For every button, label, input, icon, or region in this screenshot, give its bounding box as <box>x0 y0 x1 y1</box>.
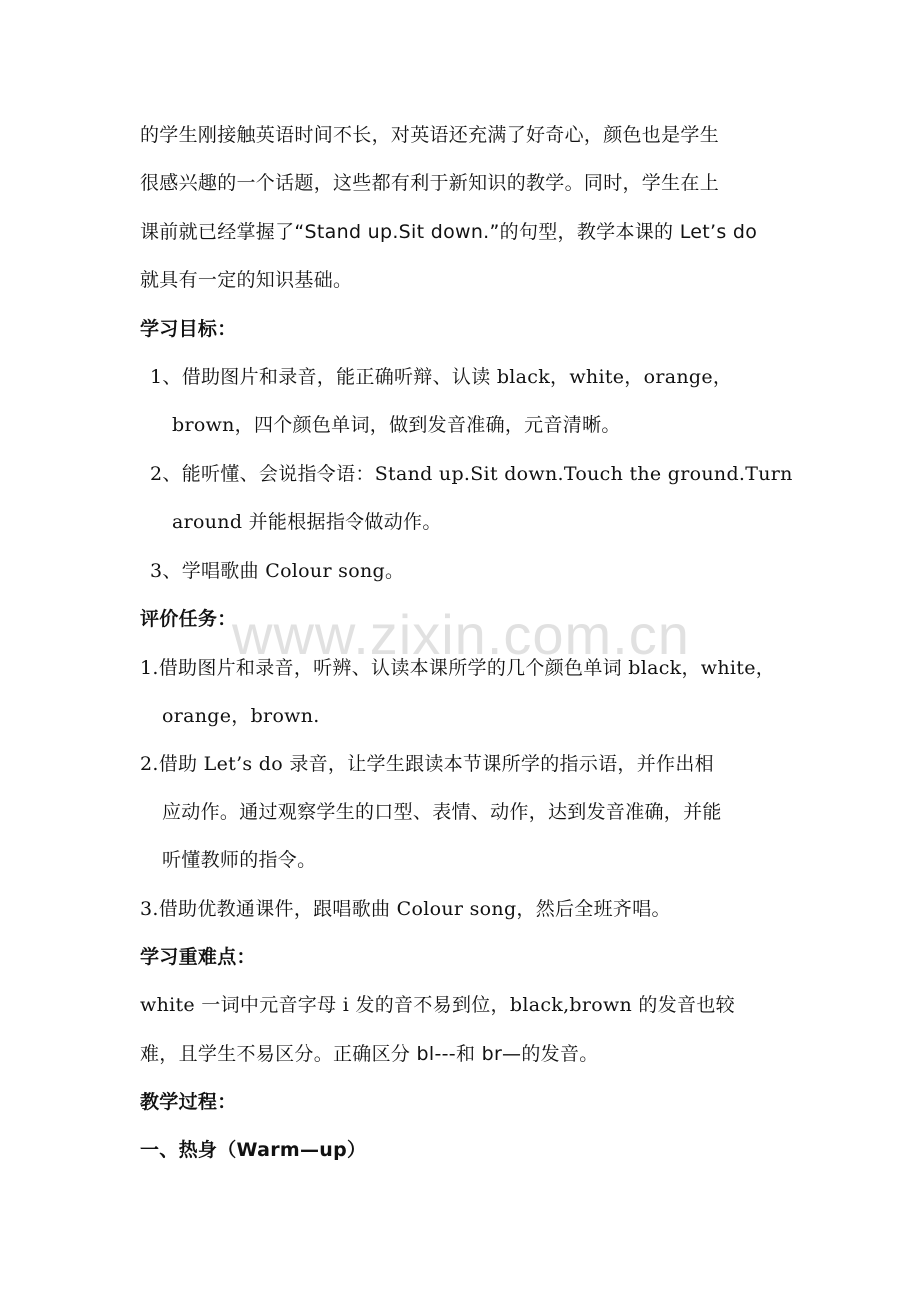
goal-1-line-2: brown，四个颜色单词，做到发音准确，元音清晰。 <box>172 414 621 436</box>
goal-3: 3、学唱歌曲 Colour song。 <box>150 560 405 582</box>
process-heading: 教学过程： <box>140 1091 237 1113</box>
assessment-1-line-1: 1.借助图片和录音，听辨、认读本课所学的几个颜色单词 black，white， <box>140 657 776 679</box>
assessment-3: 3.借助优教通课件，跟唱歌曲 Colour song，然后全班齐唱。 <box>140 898 671 920</box>
intro-line-4: 就具有一定的知识基础。 <box>140 269 353 291</box>
goal-2-line-1: 2、能听懂、会说指令语：Stand up.Sit down.Touch the ground.Turn <box>150 463 793 485</box>
watermark: www.zixin.com.cn <box>232 603 690 666</box>
process-section-1: 一、热身（Warm—up） <box>140 1139 367 1161</box>
intro-line-3: 课前就已经掌握了“Stand up.Sit down.”的句型，教学本课的 Let’s do <box>140 221 758 243</box>
assessment-heading: 评价任务： <box>140 608 237 630</box>
intro-line-1: 的学生刚接触英语时间不长，对英语还充满了好奇心，颜色也是学生 <box>140 124 720 146</box>
difficulties-heading: 学习重难点： <box>140 946 256 968</box>
assessment-1-line-2: orange，brown. <box>162 705 320 727</box>
goal-1-line-1: 1、借助图片和录音，能正确听辩、认读 black，white，orange， <box>150 366 733 388</box>
goals-heading: 学习目标： <box>140 318 237 340</box>
assessment-2-line-3: 听懂教师的指令。 <box>162 849 317 871</box>
assessment-2-line-1: 2.借助 Let’s do 录音，让学生跟读本节课所学的指示语，并作出相 <box>140 753 714 775</box>
goal-2-line-2: around 并能根据指令做动作。 <box>172 511 442 533</box>
intro-line-2: 很感兴趣的一个话题，这些都有利于新知识的教学。同时，学生在上 <box>140 172 720 194</box>
assessment-2-line-2: 应动作。通过观察学生的口型、表情、动作，达到发音准确，并能 <box>162 801 722 823</box>
difficulties-line-1: white 一词中元音字母 i 发的音不易到位，black,brown 的发音也较 <box>140 994 735 1016</box>
difficulties-line-2: 难，且学生不易区分。正确区分 bl---和 br—的发音。 <box>140 1043 599 1065</box>
